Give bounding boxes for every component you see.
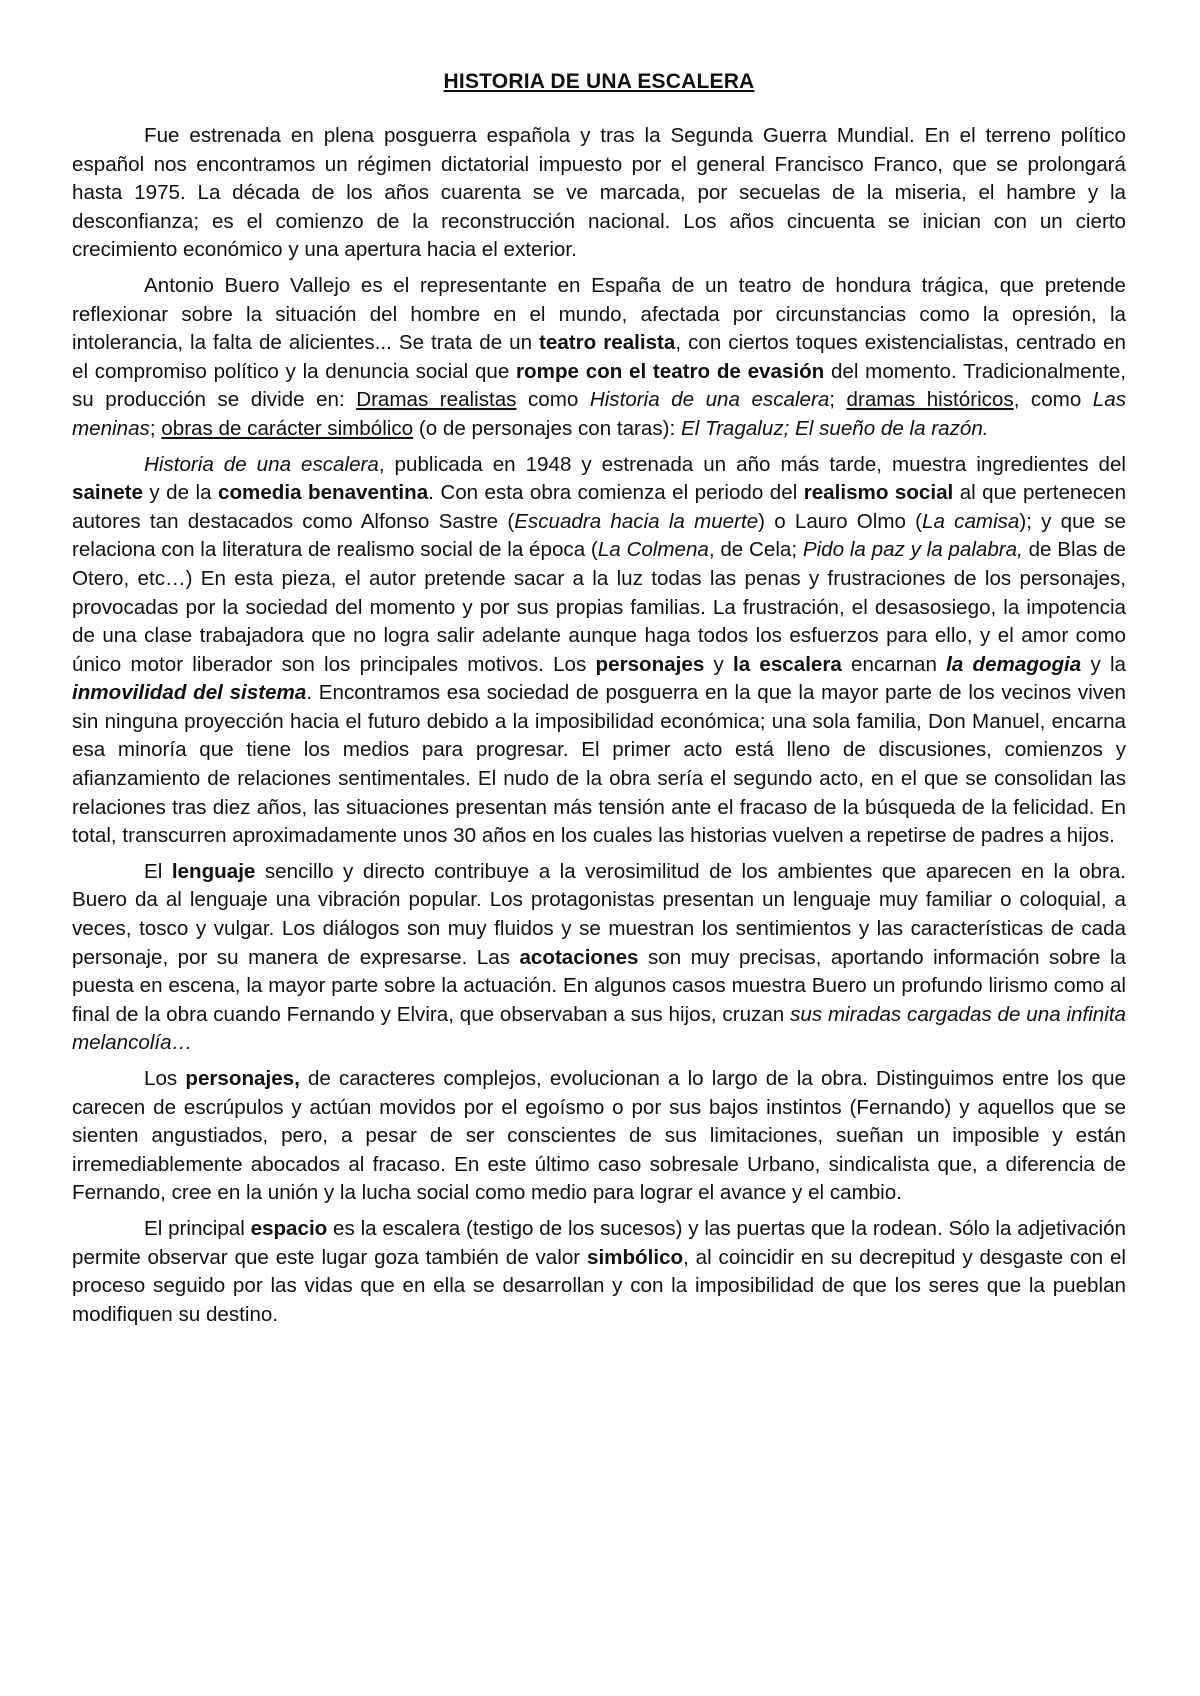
text-run: inmovilidad del sistema	[72, 681, 307, 705]
text-run: sus miradas cargadas de una infinita melancolía…	[72, 1002, 1127, 1055]
text-run: y de la	[142, 481, 218, 505]
text-run: de caracteres complejos, evolucionan a lo largo de la obra. Distinguimos entre los que carecen de escrúpulos y actúan movidos por el egoísmo o por sus bajos instintos (Fernando) y aquellos que se sienten angustiados, pero, a pesar de ser conscientes de sus limitaciones, sueñan un imposible y están irremediablemente abocados al fracaso. En este último caso sobresale Urbano, sindicalista que, a diferencia de Fernando, cree en la unión y la lucha social como medio para lograr el avance y el cambio.	[72, 1067, 1126, 1205]
text-run: (o de personajes con taras):	[413, 416, 681, 440]
text-run: personajes	[595, 652, 705, 676]
text-run: ;	[829, 388, 847, 412]
text-run: ) o Lauro Olmo (	[758, 509, 923, 533]
text-run: sencillo y directo contribuye a la verosimilitud de los ambientes que aparecen en la obra. Buero da al lenguaje una vibración popular. Los protagonistas presentan un lenguaje muy familiar o coloquial, a veces, tosco y vulgar. Los diálogos son muy fluidos y se muestran los sentimientos y las características de cada personaje, por su manera de expresarse. Las	[72, 859, 1126, 969]
text-run: rompe con el teatro de evasión	[516, 359, 825, 383]
text-run: Historia de una escalera	[144, 452, 379, 476]
text-run: , de Cela;	[708, 538, 803, 562]
text-run: Escuadra hacia la muerte	[514, 509, 759, 533]
paragraph	[72, 122, 1126, 265]
text-run: realismo social	[803, 481, 954, 505]
text-run: La Colmena	[597, 538, 709, 562]
text-run: la escalera	[733, 652, 842, 676]
text-run: ); y que se relaciona con la literatura de realismo social de la época (	[72, 509, 1126, 562]
text-run: dramas históricos	[846, 388, 1014, 412]
text-run: son muy precisas, aportando información sobre la puesta en escena, la mayor parte sobre la actuación. En algunos casos muestra Buero un profundo lirismo como al final de la obra cuando Fernando y Elvira, que observaban a sus hijos, cruzan	[72, 945, 1126, 1026]
text-run: y la	[1081, 652, 1126, 676]
text-run: Pido la paz y la palabra,	[802, 538, 1023, 562]
text-run: comedia benaventina	[218, 481, 429, 505]
text-run: , al coincidir en su decrepitud y desgaste con el proceso seguido por las vidas que en ella se desarrollan y con la imposibilidad de que los seres que la pueblan modifiquen su destino.	[72, 1245, 1126, 1326]
text-run: lenguaje	[171, 859, 256, 883]
paragraph	[72, 272, 1126, 444]
paragraph	[72, 858, 1126, 1058]
text-run: encarnan	[841, 652, 947, 676]
paragraph	[72, 1215, 1126, 1329]
text-run: La camisa	[922, 509, 1020, 533]
text-run: Las meninas	[72, 388, 1126, 440]
text-run: Los	[144, 1067, 186, 1090]
text-run: , publicada en 1948 y estrenada un año más tarde, muestra ingredientes del	[378, 452, 1126, 476]
text-run: , con ciertos toques existencialistas, centrado en el compromiso político y la denuncia social que	[72, 331, 1126, 383]
text-run: de Blas de Otero, etc…) En esta pieza, el autor pretende sacar a la luz todas las penas y frustraciones de los personajes, provocadas por la sociedad del momento y por sus propias familias. La frustración, el desasosiego, la impotencia de una clase trabajadora que no logra salir adelante aunque haga todos los esfuerzos para ello, y el amor como único motor liberador son los principales motivos. Los	[72, 538, 1126, 676]
text-run: Dramas realistas	[356, 388, 517, 412]
text-run: Historia de una escalera	[589, 388, 830, 412]
text-run: como	[516, 388, 590, 412]
text-run: del momento. Tradicionalmente, su producción se divide en:	[72, 359, 1126, 412]
text-run: El	[144, 859, 172, 883]
text-run: y	[704, 652, 733, 676]
text-run: ;	[149, 416, 162, 440]
text-run: es la escalera (testigo de los sucesos) y las puertas que la rodean. Sólo la adjetivación permite observar que este lugar goza también de valor	[72, 1216, 1126, 1269]
text-run: . Encontramos esa sociedad de posguerra en la que la mayor parte de los vecinos viven sin ninguna proyección hacia el futuro debido a la imposibilidad económica; una sola familia, Don Manuel, encarna esa minoría que tiene los medios para progresar. El primer acto está lleno de discusiones, comienzos y afianzamiento de relaciones sentimentales. El nudo de la obra sería el segundo acto, en el que se consolidan las relaciones tras diez años, las situaciones presentan más tensión ante el fracaso de la búsqueda de la felicidad. En total, transcurren aproximadamente unos 30 años en los cuales las historias vuelven a repetirse de padres a hijos.	[72, 681, 1126, 848]
text-run: El principal	[144, 1216, 251, 1240]
text-run: sainete	[72, 481, 143, 505]
text-run: Antonio Buero Vallejo es el representante en España de un teatro de hondura trágica, que pretende reflexionar sobre la situación del hombre en el mundo, afectada por circunstancias como la opresión, la intolerancia, la falta de alicientes... Se trata de un	[72, 273, 1126, 355]
text-run: teatro realista	[539, 331, 676, 355]
text-run: espacio	[250, 1216, 328, 1240]
paragraph	[72, 1065, 1126, 1208]
text-run: obras de carácter simbólico	[161, 416, 414, 440]
text-run: . Con esta obra comienza el periodo del	[428, 481, 804, 505]
text-run: la demagogia	[946, 652, 1082, 676]
document-title: HISTORIA DE UNA ESCALERA	[443, 70, 755, 93]
paragraph	[72, 451, 1126, 851]
text-run: personajes,	[185, 1067, 300, 1090]
document-page	[72, 70, 1126, 1336]
document-body	[72, 122, 1126, 1329]
text-run: , como	[1013, 388, 1093, 412]
text-run: simbólico	[586, 1245, 684, 1269]
text-run: al que pertenecen autores tan destacados como Alfonso Sastre (	[72, 481, 1127, 533]
text-run: El Tragaluz; El sueño de la razón.	[680, 416, 989, 440]
text-run: Fue estrenada en plena posguerra española y tras la Segunda Guerra Mundial. En el terreno político español nos encontramos un régimen dictatorial impuesto por el general Francisco Franco, que se prolongará hasta 1975. La década de los años cuarenta se ve marcada, por secuelas de la miseria, el hambre y la desconfianza; es el comienzo de la reconstrucción nacional. Los años cincuenta se inician con un cierto crecimiento económico y una apertura hacia el exterior.	[72, 124, 1126, 262]
text-run: acotaciones	[519, 945, 639, 969]
